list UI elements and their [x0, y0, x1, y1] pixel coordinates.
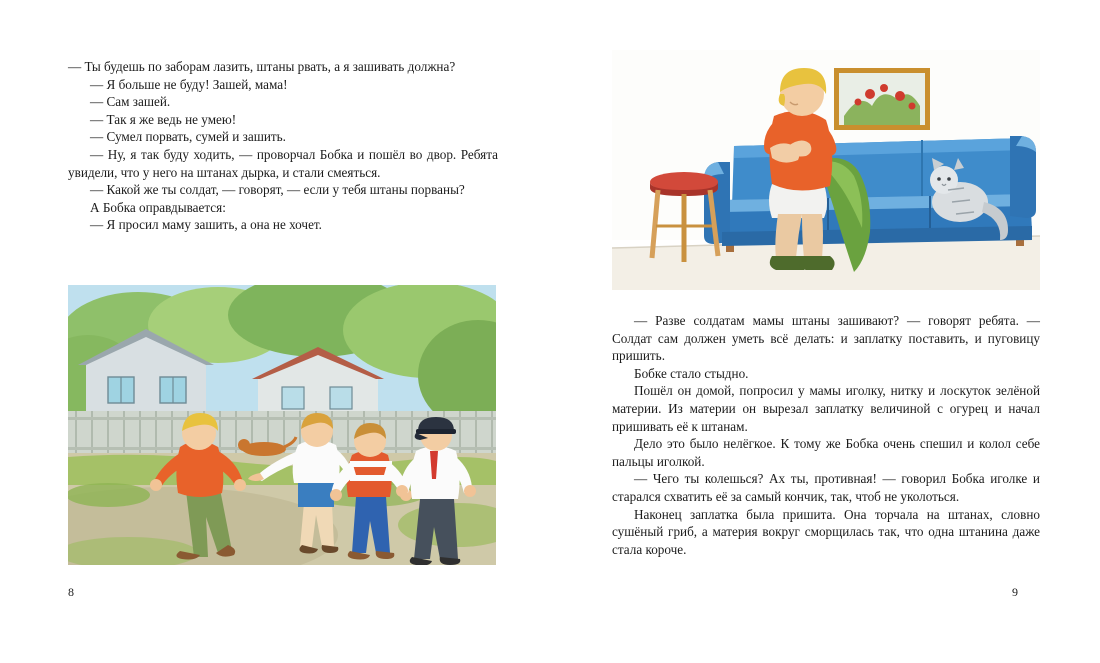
paragraph: Дело это было нелёгкое. К тому же Бобка очень спешил и колол себе пальцы иголкой.: [612, 436, 1040, 469]
paragraph: — Я просил маму зашить, а она не хочет.: [90, 217, 322, 233]
right-page-text-column: [612, 312, 1040, 558]
paragraph: — Ты будешь по заборам лазить, штаны рвать, а я зашивать должна?: [68, 59, 456, 74]
illustration-yard-scene: [68, 285, 496, 565]
paragraph: — Сумел порвать, сумей и зашить.: [90, 129, 286, 145]
paragraph: Бобке стало стыдно.: [634, 365, 749, 381]
paragraph: — Какой же ты солдат, — говорят, — если у тебя штаны порваны?: [90, 182, 465, 198]
paragraph: Пошёл он домой, попросил у мамы иголку, нитку и лоскуток зелёной материи. Из материи он вырезал заплатку величиной с огурец и начал пришивать её к штанам.: [612, 383, 1040, 434]
paragraph: — Разве солдатам мамы штаны зашивают? — говорят ребята. — Солдат сам должен уметь всё делать: и заплатку поставить, и пуговицу пришить.: [612, 313, 1040, 364]
paragraph: Наконец заплатка была пришита. Она торчала на штанах, словно сушёный гриб, а материя вокруг сморщилась так, что одна штанина даже стала короче.: [612, 506, 1040, 557]
paragraph: — Я больше не буду! Зашей, мама!: [90, 76, 288, 92]
paragraph: — Ну, я так буду ходить, — проворчал Бобка и пошёл во двор. Ребята увидели, что у него на штанах дырка, и стали смеяться.: [68, 146, 498, 180]
left-page-text-column: [68, 58, 498, 234]
paragraph: — Сам зашей.: [90, 94, 171, 110]
paragraph: — Так я же ведь не умею!: [90, 111, 237, 127]
page-number-right: 9: [1012, 585, 1018, 599]
paragraph: — Чего ты колешься? Ах ты, противная! — говорил Бобка иголке и старался схватить её за самый кончик, так, чтоб не уколоться.: [612, 471, 1040, 504]
paragraph: А Бобка оправдывается:: [90, 199, 226, 215]
illustration-sewing-scene: [612, 50, 1040, 290]
page-number-left: 8: [68, 585, 74, 599]
